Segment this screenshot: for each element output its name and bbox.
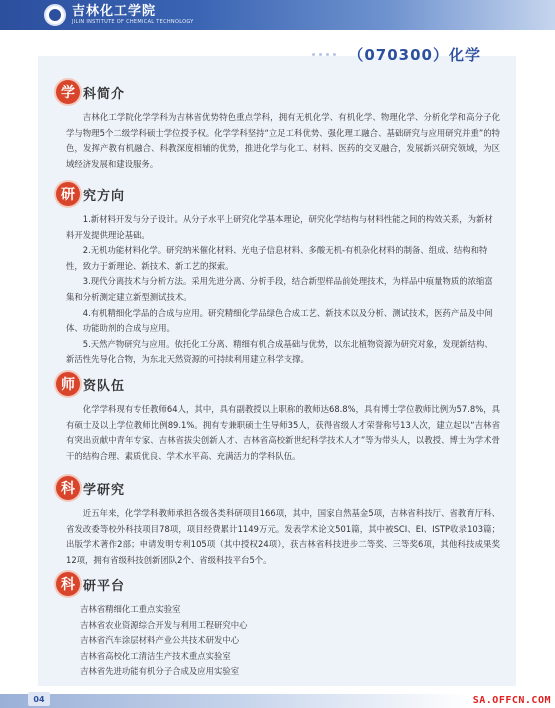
platform-item: 吉林省农业资源综合开发与利用工程研究中心 — [80, 619, 248, 630]
section-scientific-research — [56, 476, 500, 568]
section-discipline-intro — [56, 80, 500, 172]
research-direction-item: 3.现代分离技术与分析方法。采用先进分离、分析手段，结合新型样品前处理技术，为样品中痕量物质的浓缩富集和分析测定建立新型测试技术。 — [66, 276, 493, 302]
research-direction-item: 5.天然产物研究与应用。依托化工分离、精细有机合成基础与优势，以东北植物资源为研究对象，发现新结构、新活性先导化合物，为东北天然资源的可持续利用建立科学支撑。 — [66, 338, 493, 365]
section-title: 究方向 — [83, 188, 126, 204]
faculty-paragraph: 化学学科现有专任教师64人，其中，具有副教授以上职称的教师达68.8%，具有博士学位教师比例为57.8%，具有硕士及以上学位教师比例89.1%。拥有专兼职硕士生导师35人，获得省级人才荣誉称号13人次，建立起以“吉林省有突出贡献中青年专家、吉林省拔尖创新人才、吉林省高校新世纪科学技术人才”等为带头人，以教授、博士为学术骨干的结构合理、素质优良、学术水平高、充满活力的学科队伍。 — [66, 404, 500, 461]
section-badge: 学 — [56, 80, 80, 104]
page-title: （070300）化学 — [348, 46, 481, 64]
school-seal-icon — [44, 4, 66, 26]
research-paragraph: 近五年来，化学学科教师承担各级各类科研项目166项，其中，国家自然基金5项，吉林省科技厅、省教育厅科、省发改委等校外科技项目78项，项目经费累计1149万元。发表学术论文501篇，其中被SCI、EI、ISTP收录103篇；出版学术著作2部；申请发明专利105项（其中授权24项），获吉林省科技进步二等奖、三等奖6项，其他科技成果奖12项，拥有省级科技创新团队2个、省级科技平台5个。 — [66, 508, 500, 565]
section-research-platforms — [56, 572, 500, 680]
section-title: 科简介 — [83, 86, 126, 102]
research-direction-item: 1.新材料开发与分子设计。从分子水平上研究化学基本理论，研究化学结构与材料性能之间的构效关系，为新材料开发提供理论基础。 — [66, 214, 493, 240]
page-number: 04 — [28, 692, 50, 706]
section-badge: 科 — [56, 572, 80, 596]
section-title: 研平台 — [83, 578, 126, 594]
section-title: 学研究 — [83, 482, 126, 498]
title-dots-decoration — [312, 53, 340, 56]
logo-english-name: JILIN INSTITUTE OF CHEMICAL TECHNOLOGY — [72, 19, 194, 25]
institute-logo[interactable] — [44, 3, 194, 27]
section-research-directions — [56, 182, 500, 368]
platform-item: 吉林省先进功能有机分子合成及应用实验室 — [80, 666, 240, 677]
section-badge: 研 — [56, 182, 80, 206]
platform-item: 吉林省精细化工重点实验室 — [80, 604, 181, 614]
footer-bar — [0, 694, 555, 708]
intro-paragraph: 吉林化工学院化学学科为吉林省优势特色重点学科，拥有无机化学、有机化学、物理化学、分析化学和高分子化学与物理5个二级学科硕士学位授予权。化学学科坚持“立足工科优势、强化理工融合、基础研究与应用研究并重”的特色，发挥产教有机融合、科教深度相辅的优势，推进化学与化工、材料、医药的交叉融合，发展新兴研究领域，为区域经济发展和建设服务。 — [66, 112, 500, 169]
section-faculty — [56, 372, 500, 464]
section-badge: 师 — [56, 372, 80, 396]
section-badge: 科 — [56, 476, 80, 500]
research-direction-item: 2.无机功能材料化学。研究纳米催化材料、光电子信息材料、多酸无机-有机杂化材料的制备、组成、结构和特性，致力于新理论、新技术、新工艺的探索。 — [66, 245, 488, 271]
platform-item: 吉林省汽车涂层材料产业公共技术研发中心 — [80, 635, 240, 646]
research-direction-item: 4.有机精细化学品的合成与应用。研究精细化学品绿色合成工艺、新技术以及分析、测试技术，医药产品及中间体、功能助剂的合成与应用。 — [66, 307, 493, 334]
platform-item: 吉林省高校化工清洁生产技术重点实验室 — [80, 650, 231, 661]
site-watermark: SA.OFFCN.COM — [472, 695, 551, 706]
page-title-block — [312, 44, 481, 65]
logo-chinese-name: 吉林化工学院 — [72, 4, 157, 19]
section-title: 资队伍 — [83, 378, 126, 394]
header-banner — [0, 0, 555, 30]
